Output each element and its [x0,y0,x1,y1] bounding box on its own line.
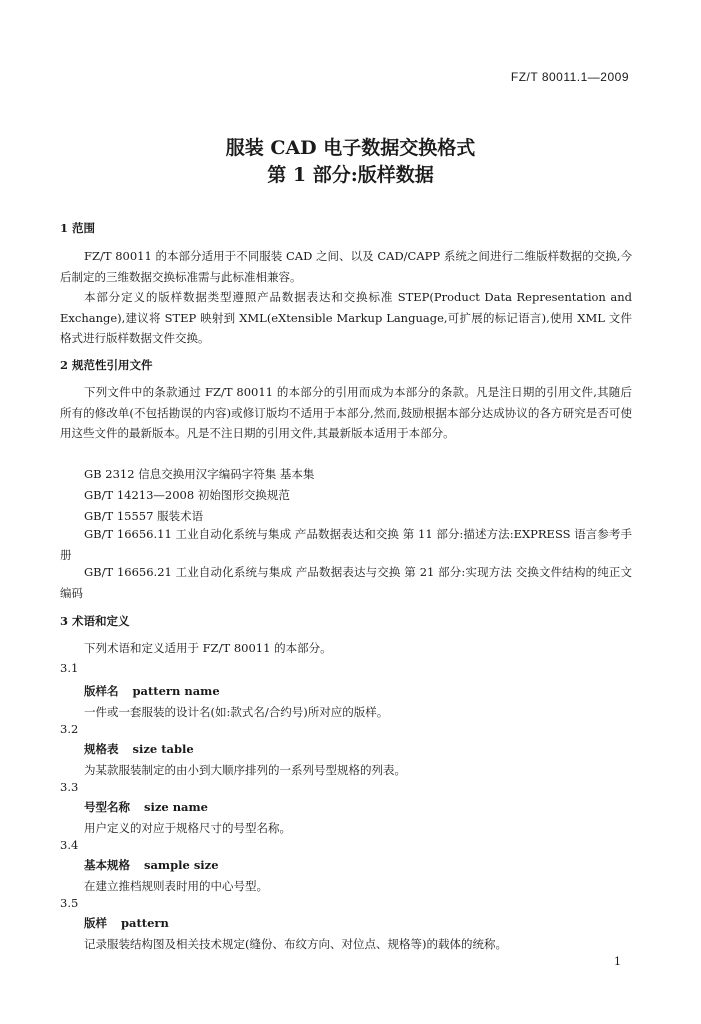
term-zh: 版样 [84,916,107,930]
reference-item: GB/T 14213—2008 初始图形交换规范 [84,488,290,502]
reference-item: GB/T 16656.21 工业自动化系统与集成 产品数据表达与交换 第 21 部分:实现方法 交换文件结构的纯正文编码 [60,565,632,600]
term-heading [84,799,208,815]
term-number: 3.5 [60,896,79,910]
term-zh: 号型名称 [84,800,130,814]
reference-item: GB/T 15557 服装术语 [84,509,204,523]
section-1-paragraph-1: FZ/T 80011 的本部分适用于不同服装 CAD 之间、以及 CAD/CAPP 系统之间进行二维版样数据的交换,今后制定的三维数据交换标准需与此标准相兼容。 [60,249,632,284]
term-zh: 版样名 [84,684,119,698]
term-definition: 为某款服装制定的由小到大顺序排列的一系列号型规格的列表。 [84,763,406,777]
term-zh: 基本规格 [84,858,130,872]
term-definition: 用户定义的对应于规格尺寸的号型名称。 [84,821,291,835]
section-2-paragraph: 下列文件中的条款通过 FZ/T 80011 的本部分的引用而成为本部分的条款。凡是注日期的引用文件,其随后所有的修改单(不包括勘误的内容)或修订版均不适用于本部分,然而,鼓励根据本部分达成协议的各方研究是否可使用这些文件的最新版本。凡是不注日期的引用文件,其最新版本适用于本部分。 [60,385,632,440]
term-heading [84,683,220,699]
term-number: 3.4 [60,838,79,852]
term-en: size name [144,800,208,814]
document-title: 服装 CAD 电子数据交换格式 [225,137,476,159]
standard-code: FZ/T 80011.1—2009 [510,70,629,84]
term-number: 3.1 [60,661,79,675]
section-3-heading: 3 术语和定义 [60,614,130,628]
term-en: sample size [144,858,219,872]
term-definition: 在建立推档规则表时用的中心号型。 [84,879,268,893]
term-en: pattern name [132,684,220,698]
section-1-heading: 1 范围 [60,221,96,235]
term-en: size table [132,742,194,756]
term-definition: 记录服装结构图及相关技术规定(缝份、布纹方向、对位点、规格等)的载体的统称。 [84,937,507,951]
section-1-paragraph-2: 本部分定义的版样数据类型遵照产品数据表达和交换标准 STEP(Product Data Representation and Exchange),建议将 STEP 映射到 XML(eXtensible Markup Language,可扩展的标记语言),使用 XML 文件格式进行版样数据文件交换。 [60,290,632,345]
section-2-heading: 2 规范性引用文件 [60,358,153,372]
reference-item: GB 2312 信息交换用汉字编码字符集 基本集 [84,467,315,481]
term-heading [84,741,194,757]
reference-item: GB/T 16656.11 工业自动化系统与集成 产品数据表达和交换 第 11 部分:描述方法:EXPRESS 语言参考手册 [60,527,632,562]
term-zh: 规格表 [84,742,119,756]
term-heading [84,915,169,931]
term-en: pattern [121,916,169,930]
term-number: 3.3 [60,780,79,794]
term-number: 3.2 [60,722,79,736]
page-number: 1 [614,955,621,968]
section-3-intro: 下列术语和定义适用于 FZ/T 80011 的本部分。 [84,641,332,655]
term-heading [84,857,219,873]
term-definition: 一件或一套服装的设计名(如:款式名/合约号)所对应的版样。 [84,705,389,719]
document-subtitle: 第 1 部分:版样数据 [267,164,434,186]
